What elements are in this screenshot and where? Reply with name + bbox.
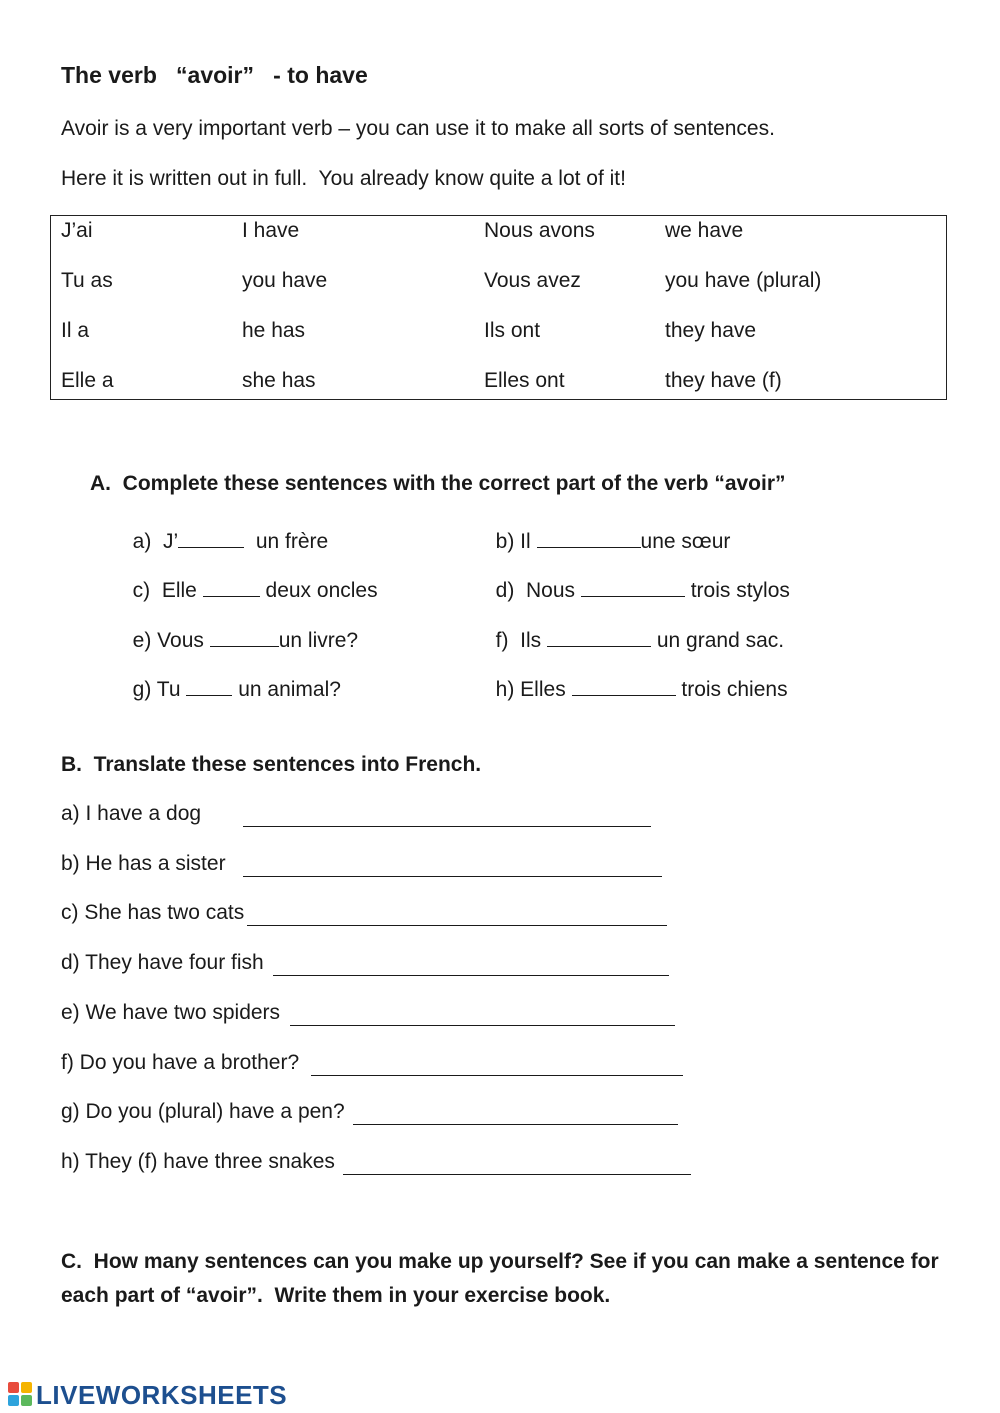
exercise-a-item: d) Nous trois stylos [495, 579, 790, 602]
conj-subject: Il a [61, 319, 90, 342]
exercise-a-item: e) Vous un livre? [132, 629, 359, 652]
section-c-line-2: each part of “avoir”. Write them in your exercise book. [61, 1284, 611, 1307]
exercise-a-item: g) Tu un animal? [132, 678, 341, 701]
conj-subject: Nous avons [484, 219, 595, 242]
section-a-heading: A. Complete these sentences with the correct part of the verb “avoir” [90, 472, 786, 495]
answer-blank[interactable] [178, 529, 244, 548]
liveworksheets-logo[interactable] [8, 1380, 287, 1410]
answer-line[interactable] [243, 858, 662, 877]
exercise-a-item: c) Elle deux oncles [132, 579, 378, 602]
conj-translation: I have [242, 219, 300, 242]
conj-subject: Elles ont [484, 369, 565, 392]
answer-line[interactable] [273, 957, 669, 976]
exercise-a-item: f) Ils un grand sac. [495, 629, 785, 652]
conj-translation: she has [242, 369, 316, 392]
answer-blank[interactable] [547, 628, 651, 647]
answer-line[interactable] [247, 907, 667, 926]
conj-subject: Tu as [61, 269, 113, 292]
conj-translation: they have [665, 319, 757, 342]
answer-line[interactable] [243, 808, 651, 827]
translation-prompt: b) He has a sister [61, 852, 226, 875]
answer-line[interactable] [343, 1156, 691, 1175]
conj-translation: we have [665, 219, 744, 242]
answer-blank[interactable] [572, 677, 676, 696]
logo-text: LIVEWORKSHEETS [36, 1379, 288, 1410]
conj-subject: Ils ont [484, 319, 541, 342]
translation-prompt: a) I have a dog [61, 802, 202, 825]
exercise-a-item: b) Il une sœur [495, 530, 731, 553]
conj-translation: you have [242, 269, 328, 292]
translation-prompt: h) They (f) have three snakes [61, 1150, 335, 1173]
conj-translation: you have (plural) [665, 269, 822, 292]
translation-prompt: c) She has two cats [61, 901, 245, 924]
conj-translation: they have (f) [665, 369, 782, 392]
section-b-heading: B. Translate these sentences into French. [61, 753, 482, 776]
translation-prompt: g) Do you (plural) have a pen? [61, 1100, 345, 1123]
intro-line-1: Avoir is a very important verb – you can use it to make all sorts of sentences. [61, 117, 775, 140]
answer-blank[interactable] [186, 677, 232, 696]
answer-line[interactable] [290, 1007, 675, 1026]
conj-translation: he has [242, 319, 306, 342]
answer-line[interactable] [311, 1057, 683, 1076]
answer-blank[interactable] [203, 578, 260, 597]
intro-line-2: Here it is written out in full. You already know quite a lot of it! [61, 167, 626, 190]
section-c-line-1: C. How many sentences can you make up yourself? See if you can make a sentence for [61, 1250, 939, 1273]
exercise-a-item: h) Elles trois chiens [495, 678, 788, 701]
conj-subject: Vous avez [484, 269, 581, 292]
answer-line[interactable] [353, 1106, 678, 1125]
answer-blank[interactable] [581, 578, 685, 597]
liveworksheets-logo-icon [8, 1382, 34, 1408]
translation-prompt: e) We have two spiders [61, 1001, 281, 1024]
conj-subject: J’ai [61, 219, 93, 242]
answer-blank[interactable] [537, 529, 641, 548]
translation-prompt: d) They have four fish [61, 951, 264, 974]
answer-blank[interactable] [210, 628, 279, 647]
translation-prompt: f) Do you have a brother? [61, 1051, 300, 1074]
conj-subject: Elle a [61, 369, 114, 392]
page-title: The verb “avoir” - to have [61, 62, 368, 88]
exercise-a-item: a) J’ un frère [132, 530, 329, 553]
